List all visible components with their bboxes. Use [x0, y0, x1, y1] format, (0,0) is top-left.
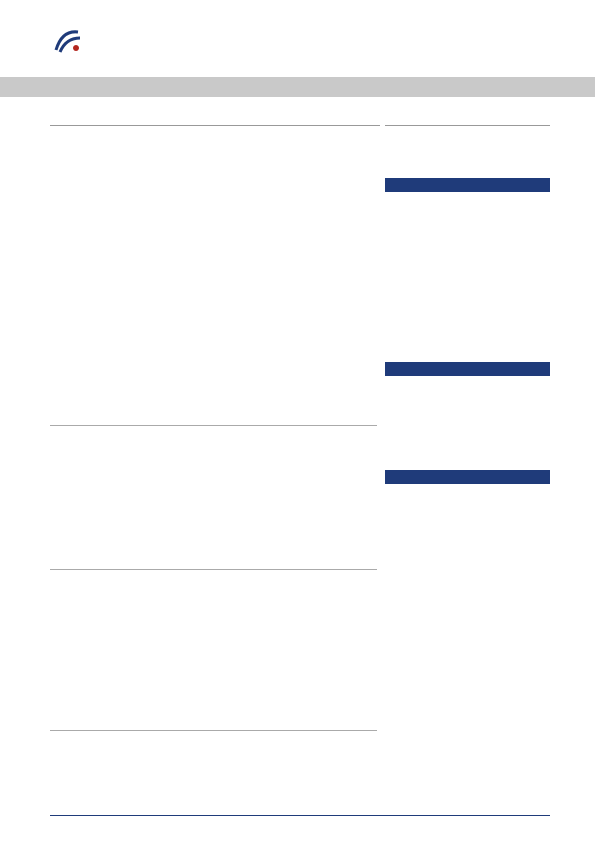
divider [50, 730, 377, 731]
header-band [0, 77, 595, 97]
footer-divider [50, 815, 550, 816]
divider [50, 125, 380, 126]
divider [385, 125, 550, 126]
related-reports-title [385, 470, 550, 484]
industry-data-title [385, 362, 550, 376]
divider [50, 425, 377, 426]
company-logo-icon [52, 28, 82, 54]
divider [50, 569, 377, 570]
performance-chart [385, 192, 550, 322]
perf-chart-title [385, 178, 550, 192]
